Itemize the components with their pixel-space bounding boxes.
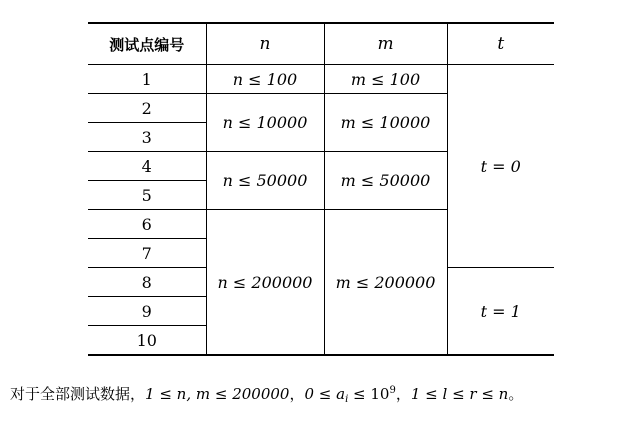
test-id-cell: 4 [88, 152, 206, 181]
n-limit-cell: n ≤ 200000 [206, 210, 324, 356]
test-id-cell: 10 [88, 326, 206, 356]
test-id-cell: 2 [88, 94, 206, 123]
header-row [88, 23, 554, 65]
data-range-note [10, 383, 625, 404]
note-separator: ， [289, 385, 305, 403]
t-value-cell: t = 1 [447, 268, 554, 356]
test-id-cell: 9 [88, 297, 206, 326]
test-id-cell: 7 [88, 239, 206, 268]
header-m: m [324, 23, 447, 65]
n-limit-cell: n ≤ 10000 [206, 94, 324, 152]
m-limit-cell: m ≤ 50000 [324, 152, 447, 210]
m-limit-cell: m ≤ 200000 [324, 210, 447, 356]
t-value-cell: t = 0 [447, 65, 554, 268]
note-a-subscript: i [345, 394, 349, 405]
test-id-cell: 5 [88, 181, 206, 210]
table-row [88, 65, 554, 94]
header-t: t [447, 23, 554, 65]
note-a-lower: 0 ≤ a [304, 385, 346, 403]
note-end: 。 [508, 385, 524, 403]
note-prefix: 对于全部测试数据， [10, 385, 146, 403]
test-id-cell: 6 [88, 210, 206, 239]
test-id-cell: 3 [88, 123, 206, 152]
m-limit-cell: m ≤ 100 [324, 65, 447, 94]
constraints-table [88, 22, 554, 356]
test-id-cell: 8 [88, 268, 206, 297]
note-separator: ， [395, 385, 411, 403]
note-range-nm: 1 ≤ n, m ≤ 200000 [145, 385, 290, 403]
m-limit-cell: m ≤ 10000 [324, 94, 447, 152]
header-test-id: 测试点编号 [88, 23, 206, 65]
note-a-upper: ≤ 10 [348, 385, 390, 403]
test-id-cell: 1 [141, 69, 152, 89]
n-limit-cell: n ≤ 100 [206, 65, 324, 94]
note-range-lr: 1 ≤ l ≤ r ≤ n [410, 385, 509, 403]
note-a-exponent: 9 [389, 385, 396, 396]
header-n: n [206, 23, 324, 65]
n-limit-cell: n ≤ 50000 [206, 152, 324, 210]
